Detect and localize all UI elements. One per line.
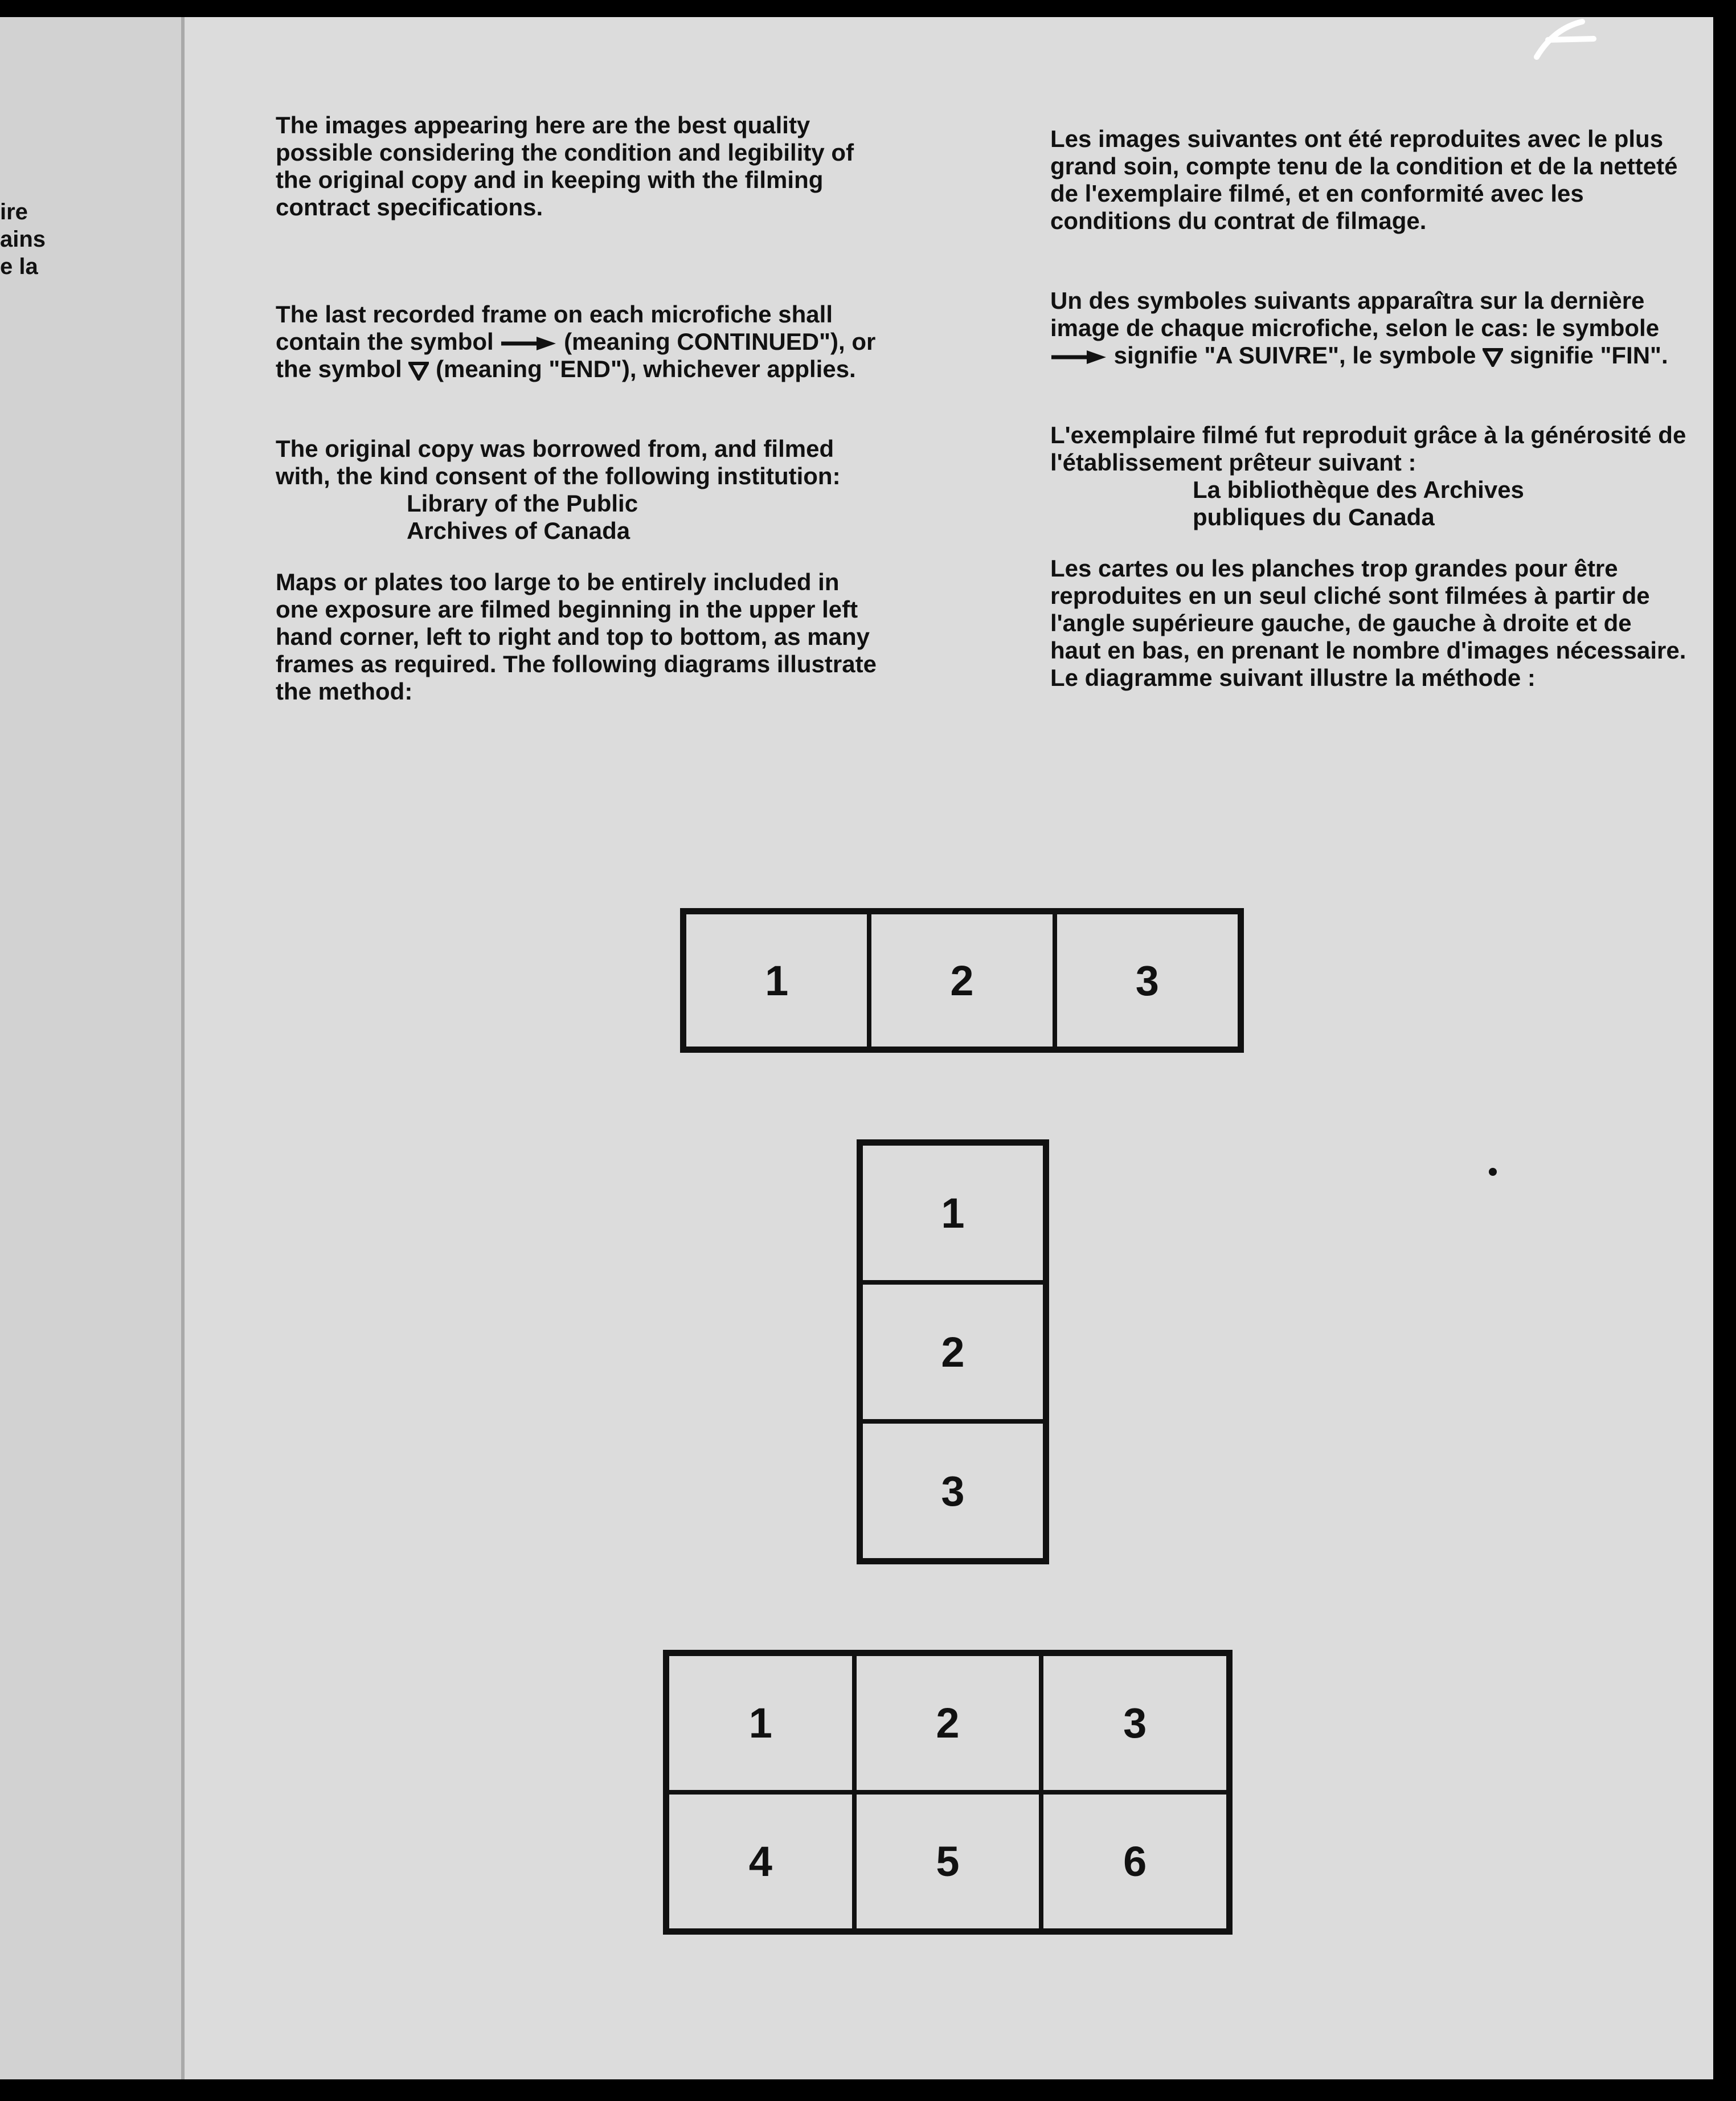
french-institution-line1: La bibliothèque des Archives bbox=[1193, 476, 1524, 503]
diagram-horizontal bbox=[680, 908, 1244, 1053]
french-para-maps: Les cartes ou les planches trop grandes pour être reproduites en un seul cliché sont filmées à partir de l'angle supérieure gauche, de gauche à droite et de haut en bas, en prenant le nombre d'images nécessaire. Le diagramme suivant illustre la méthode : bbox=[1050, 555, 1686, 691]
english-institution-line2: Archives of Canada bbox=[407, 517, 630, 544]
french-symbol-text-1: Un des symboles suivants apparaîtra sur la dernière image de chaque microfiche, selon le cas: le symbole bbox=[1050, 287, 1660, 341]
english-symbol-text-2: (meaning CONTINUED"), or the symbol bbox=[276, 328, 876, 382]
diagram-grid-cell-1: 1 bbox=[667, 1654, 854, 1792]
target-page bbox=[185, 17, 1713, 2079]
fragment-text-2: ains bbox=[0, 227, 46, 252]
diagram-grid bbox=[663, 1650, 1233, 1935]
english-para-borrowed: The original copy was borrowed from, and filmed with, the kind consent of the following institution: bbox=[276, 435, 841, 489]
diagram-horizontal-cell-1: 1 bbox=[684, 912, 869, 1049]
triangle-end-icon bbox=[408, 361, 429, 381]
english-para-quality: The images appearing here are the best quality possible considering the condition and legibility of the original copy and in keeping with the filming contract specifications. bbox=[276, 112, 854, 220]
diagram-horizontal-cell-3: 3 bbox=[1055, 912, 1240, 1049]
diagram-vertical bbox=[857, 1139, 1049, 1564]
english-symbol-text-3: (meaning "END"), whichever applies. bbox=[436, 355, 856, 382]
diagram-grid-cell-6: 6 bbox=[1041, 1792, 1229, 1931]
diagram-grid-cell-4: 4 bbox=[667, 1792, 854, 1931]
english-para-maps: Maps or plates too large to be entirely included in one exposure are filmed beginning in the upper left hand corner, left to right and top to bottom, as many frames as required. The following diagrams illustrate the method: bbox=[276, 569, 877, 705]
diagram-horizontal-cell-2: 2 bbox=[869, 912, 1054, 1049]
fragment-text-3: e la bbox=[0, 254, 38, 279]
french-symbol-text-2: signifie "A SUIVRE", le symbole bbox=[1113, 342, 1476, 369]
english-column bbox=[276, 112, 879, 705]
diagram-grid-cell-5: 5 bbox=[854, 1792, 1042, 1931]
previous-page-strip bbox=[0, 17, 181, 2079]
fragment-text-1: ire bbox=[0, 199, 28, 224]
diagram-vertical-cell-2: 2 bbox=[861, 1282, 1045, 1421]
diagram-vertical-cell-3: 3 bbox=[861, 1421, 1045, 1560]
arrow-continued-icon bbox=[500, 335, 557, 352]
french-column bbox=[1050, 112, 1688, 692]
french-para-borrowed: L'exemplaire filmé fut reproduit grâce à la générosité de l'établissement prêteur suivant : bbox=[1050, 422, 1686, 476]
microfiche-scan bbox=[0, 17, 1713, 2079]
diagram-vertical-cell-1: 1 bbox=[861, 1143, 1045, 1282]
diagram-grid-cell-2: 2 bbox=[854, 1654, 1042, 1792]
english-symbol-text-1: The last recorded frame on each microfiche shall contain the symbol bbox=[276, 301, 833, 355]
french-para-quality: Les images suivantes ont été reproduites avec le plus grand soin, compte tenu de la condition et de la netteté de l'exemplaire filmé, et en conformité avec les conditions du contrat de filmage. bbox=[1050, 125, 1678, 234]
french-symbol-text-3: signifie "FIN". bbox=[1509, 342, 1668, 369]
speck-dot bbox=[1489, 1168, 1497, 1176]
french-institution-line2: publiques du Canada bbox=[1193, 504, 1435, 530]
english-para-symbols bbox=[276, 301, 879, 383]
diagram-grid-cell-3: 3 bbox=[1041, 1654, 1229, 1792]
english-institution-line1: Library of the Public bbox=[407, 490, 638, 517]
french-para-symbols bbox=[1050, 287, 1688, 369]
triangle-fin-icon bbox=[1483, 348, 1503, 367]
arrow-suivre-icon bbox=[1050, 349, 1107, 366]
corner-mark-f bbox=[1531, 17, 1611, 63]
